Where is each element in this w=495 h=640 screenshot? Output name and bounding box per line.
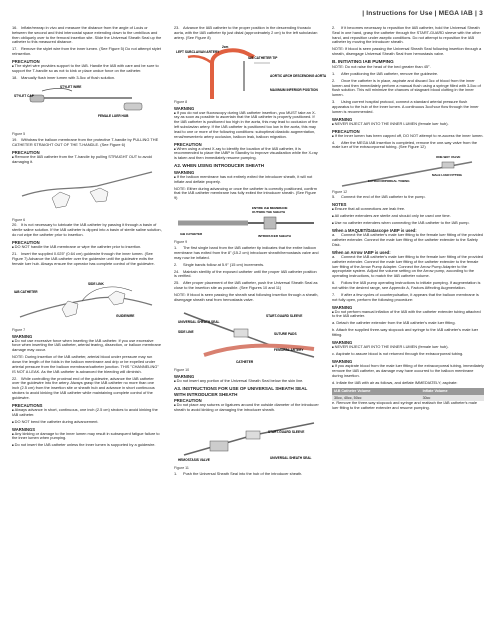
numbered-item (332, 100, 484, 114)
section-heading: WARNING (332, 340, 353, 346)
item-number: 16. (12, 25, 18, 30)
sheath-seal-shape (246, 431, 260, 439)
bullet-item: ■ The stylet wire provides support to the IAB. Handle the IAB with care and be sure to support the T-handle so as not to kink or place undue force on the catheter. (12, 64, 162, 74)
header-text (362, 10, 483, 17)
table-cell: 30cc (421, 395, 484, 402)
figure-caption: Figure 12 (332, 189, 348, 194)
section-heading: WARNINGS (12, 426, 36, 432)
item-text: Once the catheter is in place, aspirate and discard 3cc of blood from the inner lumen and then immediately perform a manual flush using a syringe filled with 3-5cc of flush solution. This will minimize the chances of stagnant blood clotting in the inner lumen. (332, 77, 481, 98)
item-text: Maintain sterility of the exposed catheter until the proper IAB catheter position is verified. (174, 268, 317, 279)
section-heading: PRECAUTIONS (12, 402, 43, 408)
numbered-item (332, 26, 484, 45)
label-aortic-arch: AORTIC ARCH DESCENDING AORTA (270, 73, 327, 78)
numbered-item (332, 195, 484, 200)
label-guidewire: GUIDEWIRE (116, 313, 135, 318)
bullet-item: ■ When using a chest X-ray to identify the location of the IAB catheter, it is recommended to place the IABP in Standby to improve visualization while the X-ray is taken and then immediately resume pumping. (174, 147, 320, 161)
page-header (0, 0, 495, 26)
label-female-luer-hub: FEMALE LUER HUB (98, 113, 129, 118)
numbered-item (12, 26, 162, 45)
section-heading: WARNING (174, 105, 195, 111)
label-universal-seal: UNIVERSAL SHEATH SEAL (178, 319, 220, 324)
bullet-item: ■ All catheter extenders are sterile and should only be used one time. (332, 214, 484, 219)
label-start-guard: START-GUARD SLEEVE (266, 313, 303, 318)
figure-caption: Figure 7 (12, 327, 26, 332)
label-left-subclavian: LEFT SUBCLAVIAN ARTERY (176, 49, 220, 54)
item-text: Connect the IAB catheter's male luer fitting to the female luer fitting of the provided catheter extender. Connect the male luer fitting of the catheter extender to the female luer fitting of the Arrow Pump Adapter. Connect the Arrow Pump Adapter to the appropriate system. Adjust the volume setting on the Arrow pump, according to the operating instructions, to match the IAB catheter volume. (332, 253, 483, 279)
bullet-item: ■ Any kinking or damage to the inner lumen may result in subsequent fatigue failure to the inner lumen when pumping. (12, 432, 162, 442)
section-heading: PRECAUTION (12, 149, 40, 155)
item-number: 1. (174, 245, 178, 251)
paragraph: e. Remove the three-way stopcock and syringe and reattach the IAB catheter's male luer fitting to the catheter extender and resume pumping. (332, 400, 477, 411)
numbered-item (174, 281, 320, 291)
label-iab-catheter: IAB CATHETER (180, 232, 203, 237)
paragraph: NOTE: If blood is seen passing the sheath seal following insertion through a sheath, disengage sheath seal from hemostasis valve. (174, 292, 319, 302)
figure-9-illustration (174, 203, 320, 243)
item-number: 19. (12, 136, 18, 142)
numbered-item (174, 263, 320, 268)
numbered-item (12, 377, 162, 401)
section-heading: WARNING (174, 373, 195, 379)
hand-shape-1 (62, 301, 78, 317)
paragraph: NOTE: Either during advancing or once the catheter is correctly positioned, confirm that the IAB catheter membrane has fully exited the introducer sheath. (See Figure 9) (174, 185, 317, 201)
item-text: Inflate/rewrap in vivo and measure the distance from the angle of Louis or between the second and third intercostal space extending down to the umbilicus and then obliquely over to the femoral insertion site. Slide the Universal Sheath Seal up the catheter to this measured distance. (12, 25, 162, 45)
item-text: Single bands follow at 5.9" (15 cm) increments. (183, 261, 265, 267)
item-number: 5. (332, 194, 336, 200)
item-text: Using current hospital protocol, connect a standard arterial pressure flush apparatus to the hub of the inner lumen. A continuous 3cc/hour flow through the inner lumen is recommended. (332, 99, 479, 114)
paragraph: NOTE: Do not raise the head of the bed greater than 45°. (332, 63, 431, 69)
bullet-item: ■ Do not place any sutures or ligatures around the outside diameter of the introducer sheath to avoid kinking or damaging the introducer sheath. (174, 403, 320, 413)
hand-shape-2 (108, 291, 125, 305)
female-luer-hub-shape (124, 103, 142, 110)
item-number: a. (332, 232, 336, 238)
column-2 (174, 25, 327, 479)
paragraph: NOTE: If blood is seen passing the Universal Sheath Seal following insertion through a sheath, disengage Universal Sheath Seal from hemostasis valve. (332, 46, 482, 57)
section-heading: A3. INSTRUCTIONS FOR USE OF UNIVERSAL SHEATH SEAL WITH INTRODUCER SHEATH (174, 385, 308, 397)
label-iab-catheter: IAB CATHETER (14, 289, 38, 294)
item-text: After positioning the IAB catheter, remove the guidewire. (341, 70, 439, 76)
bullet-item: ■ Use no catheter extenders when connecting the IAB catheter to the IAB pump. (332, 221, 484, 226)
item-text: Connect the end of the IAB catheter to the pump. (341, 194, 426, 200)
item-text: Push the Universal Sheath Seal into the hub of the introducer sheath. (183, 470, 303, 476)
label-side-link: SIDE LINK (88, 281, 104, 286)
figure-11 (174, 415, 320, 471)
table-header-cell: Inflate Volume (421, 388, 484, 395)
figure-12 (332, 152, 484, 194)
item-number: 25. (174, 280, 180, 286)
figure-7 (12, 269, 162, 333)
label-catheter: CATHETER (236, 359, 254, 364)
label-outside-sheath: OUTSIDE THE SHEATH (252, 210, 286, 215)
item-text: Connect the IAB catheter's male luer fitting to the female luer fitting of the provided catheter extender. Connect the male luer fitting of the catheter extender to the Safety Disk. (332, 232, 483, 247)
item-text: After the MEGA IAB insertion is completed, remove the one-way valve from the male luer of the extracorporeal tubing. (See Figure 12) (332, 139, 478, 150)
table-header-cell: IAB Catheter Volume (332, 388, 421, 395)
label-suture-pads: SUTURE PADS (274, 331, 297, 336)
item-number: 17. (12, 46, 18, 52)
figure-9 (174, 203, 320, 245)
item-number: 7. (332, 291, 336, 297)
item-text: Insert the supplied 0.025" (0.64 cm) guidewire through the inner lumen. (See Figure 7) Advance the IAB catheter over the guidewire until the guidewire exits the female luer hub. Always ensure the operator has complete control of the guidewire. (12, 251, 155, 266)
numbered-item (332, 255, 484, 279)
column-3 (332, 26, 484, 413)
label-maximum-inferior: MAXIMUM INFERIOR POSITION (270, 87, 318, 92)
label-one-way-valve: ONE-WAY VALVE (436, 155, 461, 160)
section-heading: NOTES (332, 202, 347, 208)
label-stylet-wire: STYLET WIRE (60, 84, 82, 89)
table-cell: 30cc, 40cc, 50cc (332, 395, 421, 402)
figure-8 (174, 43, 327, 105)
section-heading: WARNING (12, 333, 33, 339)
item-number: 2. (332, 77, 336, 83)
numbered-item (332, 281, 484, 291)
figure-11-illustration (174, 415, 320, 469)
figure-5 (12, 83, 162, 137)
sheath-hub-shape (264, 217, 276, 229)
item-text: It is not necessary to lubricate the IAB catheter by passing it through a basin of sterile saline solution. If the IAB catheter is dipped into a basin of sterile saline solution, do not wipe the catheter prior to insertion. (12, 222, 162, 238)
item-number: 22. (12, 375, 18, 381)
section-heading: WARNING (332, 359, 353, 365)
label-entire-membrane: ENTIRE IAB MEMBRANE (252, 206, 288, 211)
section-heading: B. INITIATING IAB PUMPING (332, 59, 394, 65)
bullet-item: ■ If the balloon membrane has not entirely exited the introducer sheath, it will not inflate and deflate properly. (174, 175, 320, 185)
numbered-item (12, 138, 162, 148)
numbered-item (12, 223, 162, 237)
figure-12-illustration (332, 152, 484, 192)
section-heading: When a MAQUET/Datascope IABP is used: (332, 228, 417, 234)
section-heading: PRECAUTION (174, 398, 202, 404)
section-heading: PRECAUTION (174, 141, 202, 147)
figure-10-illustration (174, 305, 320, 371)
item-number: 18. (12, 74, 18, 80)
label-introducer-sheath: INTRODUCER SHEATH (258, 234, 291, 239)
section-heading: WARNING (332, 304, 353, 310)
item-text: While controlling the proximal end of the guidewire, advance the IAB catheter over the guidewire into the artery. Always grasp the IAB catheter no more than one inch (2.5 cm) from the insertion site or sheath hub and advance in short continuous strokes to avoid kinking the IAB catheter while maintaining complete control of the guidewire. (12, 375, 155, 400)
numbered-item (332, 72, 484, 77)
figure-caption: Figure 9 (174, 240, 188, 245)
figure-caption: Figure 10 (174, 368, 190, 373)
bullet-item: ■ NEVER INJECT AIR INTO THE INNER LUMEN (female luer hub). (332, 345, 484, 350)
figure-caption: Figure 5 (12, 132, 26, 137)
label-side-line: SIDE LINE (178, 329, 194, 334)
numbered-item (174, 472, 320, 477)
bullet-item: ■ Do not use excessive force when inserting the IAB catheter. If you use excessive force when inserting the IAB catheter, arterial tearing, dissection, or balloon membrane damage may occur. (12, 339, 162, 353)
paragraph: c. Aspirate to assure blood is not returned through the extracorporeal tubing. (332, 351, 464, 357)
section-heading: WARNING (174, 169, 195, 175)
section-heading: PRECAUTION (12, 240, 40, 246)
label-start-guard: START-GUARD SLEEVE (268, 429, 305, 434)
bullet-item: ■ If you do not use fluoroscopy during IAB catheter insertion, you MUST take an X-ray as soon as possible to ascertain that the IAB catheter is properly positioned. If the IAB catheter is positioned too high in the aorta, this may lead to occlusion of the left subclavian artery. If the IAB catheter is positioned too low in the aorta, this may lead to one or more of the following conditions: suboptimal diastolic augmentation, renal/mesenteric artery occlusion, balloon leak, balloon migration. (174, 111, 320, 140)
label-iab-tip: IAB CATHETER TIP (248, 55, 278, 60)
bullet-item: ■ If the inner lumen has been capped off, DO NOT attempt to re-access the inner lumen. (332, 134, 484, 139)
table-header-row (332, 388, 484, 395)
item-number: 1. (174, 470, 178, 476)
item-number: 6. (332, 280, 336, 286)
sheath-seal-shape (234, 329, 248, 337)
item-number: 3. (332, 99, 336, 105)
label-femoral-artery: FEMORAL ARTERY (274, 347, 304, 352)
figure-caption: Figure 11 (174, 466, 189, 471)
item-text: Advance the IAB catheter to the proper position in the descending thoracic aorta, with the IAB catheter tip just distal (approximately 2 cm) to the left subclavian artery. (See Figure 8) (174, 25, 318, 40)
item-number: 4. (332, 139, 336, 145)
figure-8-illustration (174, 43, 327, 103)
catheter-line (22, 172, 152, 196)
numbered-item (174, 26, 320, 40)
figure-6 (12, 166, 162, 222)
item-text: Manually flush inner lumen with 3-5cc of flush solution. (21, 74, 116, 80)
one-way-valve-shape (442, 162, 454, 168)
item-text: If after a few cycles of counterpulsation, it appears that the balloon membrane is not fully open, perform the following procedure: (332, 291, 479, 302)
paragraph: NOTE: During insertion of the IAB catheter, arterial blood under pressure may run down the length of the folds in the balloon membrane and drip or be expelled under arterial pressure from the balloon membrane/catheter junction. THIS "CHANNELING" IS NOT A LEAK. As the IAB catheter is advanced the bleeding will diminish. (12, 354, 159, 374)
item-text: Remove the stylet wire from the inner lumen. (See Figure 5) Do not attempt stylet reinsertion. (12, 46, 161, 57)
item-text: The first single band from the IAB catheter tip indicates that the entire balloon membrane has exited from the 8" (15.2 cm) introducer sheath/hemostasis valve and may now be inflated. (174, 245, 319, 260)
paragraph: d. Inflate the IAB with air as follows, and deflate IMMEDIATELY; aspirate: (332, 379, 458, 385)
section-heading: PRECAUTION (12, 59, 40, 65)
bullet-item: ■ Do not perform manual inflation of the IAB with the catheter extender tubing attached to the IAB catheter. (332, 310, 484, 320)
numbered-item (12, 76, 162, 81)
item-number: 1. (332, 70, 336, 76)
figure-7-illustration (12, 269, 162, 331)
bullet-item: ■ Do not insert the IAB catheter unless the inner lumen is supported by a guidewire. (12, 443, 162, 448)
item-text: After proper placement of the IAB catheter, push the Universal Sheath Seal as close to the insertion site as possible. (See Figures 10 and 11) (174, 280, 318, 291)
bullet-item: ■ Do not insert any portion of the Universal Sheath Seal below the skin line. (174, 379, 320, 384)
bullet-item: ■ DO NOT handle the IAB membrane or wipe the catheter prior to insertion. (12, 245, 162, 250)
numbered-item (332, 79, 484, 98)
label-tubing: EXTRACORPOREAL TUBING (368, 179, 410, 184)
hemostasis-valve-shape (210, 441, 228, 451)
column-1 (12, 26, 162, 450)
section-heading: WARNING (332, 116, 353, 122)
label-universal-seal: UNIVERSAL SHEATH SEAL (270, 455, 312, 460)
figure-10 (174, 305, 320, 373)
label-male-luer: MALE LUER FITTING (432, 173, 462, 178)
item-number: 23. (174, 25, 180, 30)
paragraph: a. Detach the catheter extender from the IAB catheter's male luer fitting. (332, 320, 456, 326)
section-heading: A2. WHEN USING INTRODUCER SHEATH (174, 163, 265, 169)
figure-5-illustration (12, 83, 162, 133)
label-2cm: 2cm (222, 44, 229, 49)
bullet-item: ■ Always advance in short, continuous, one inch (2.5 cm) strokes to avoid kinking the IAB catheter. (12, 408, 162, 418)
item-number: 2. (174, 261, 178, 267)
item-number: 2. (332, 25, 336, 30)
label-hemostasis: HEMOSTASIS VALVE (178, 457, 210, 462)
bullet-item: ■ Remove the IAB catheter from the T-handle by pulling STRAIGHT OUT to avoid damaging it. (12, 155, 162, 165)
numbered-item (174, 270, 320, 280)
inflation-volume-table (332, 388, 484, 402)
page-number: 3 (479, 10, 483, 17)
bullet-item: ■ DO NOT bend the catheter during advancement. (12, 420, 162, 425)
bullet-item: ■ NEVER INJECT AIR INTO THE INNER LUMEN (female luer hub). (332, 122, 484, 127)
item-number: 24. (174, 268, 180, 274)
section-heading: PRECAUTION (332, 128, 360, 134)
item-text: If it becomes necessary to reposition the IAB catheter, hold the Universal Sheath Seal in one hand, grasp the catheter through the START-GUARD sleeve with the other hand, and reposition under aseptic conditions. Do not attempt to reposition the IAB catheter by moving the introducer sheath. (332, 25, 481, 45)
figure-6-illustration (12, 166, 162, 218)
item-number: 20. (12, 222, 18, 228)
item-number: 21. (12, 251, 18, 257)
paragraph: b. Attach the supplied three-way stopcock and syringe to the IAB catheter's male luer fitting. (332, 327, 479, 338)
numbered-item (12, 252, 162, 266)
section-heading: When an Arrow IABP is used: (332, 249, 391, 255)
item-number: a. (332, 253, 336, 259)
numbered-item (174, 246, 320, 260)
bullet-item: ■ Ensure that all connections are leak free. (332, 207, 484, 212)
item-text: Follow the IAB pump operating instructions to initiate pumping. If augmentation is not within the desired range, see Appendix A, Factors Affecting Augmentation. (332, 280, 481, 290)
subclavian-shape (188, 56, 212, 63)
numbered-item (332, 293, 484, 303)
figure-caption: Figure 8 (174, 99, 188, 104)
header-section: | Instructions for Use | MEGA IAB | (362, 10, 478, 17)
bullet-item: ■ If you aspirate blood from the male luer fitting of the extracorporeal tubing, immediately remove the IAB catheter, as damage may have occurred to the balloon membrane during insertion. (332, 364, 484, 378)
figure-caption: Figure 6 (12, 217, 26, 222)
hand-shape-left (52, 192, 70, 208)
hand-shape-right (90, 188, 108, 202)
numbered-item (332, 233, 484, 247)
numbered-item (12, 47, 162, 57)
label-stylet-cap: STYLET CAP (14, 93, 34, 98)
item-text: Withdraw the balloon membrane from the protective T-handle by PULLING THE CATHETER STRAIGHT OUT OF THE T-HANDLE. (See Figure 6) (12, 136, 159, 147)
numbered-item (332, 141, 484, 151)
